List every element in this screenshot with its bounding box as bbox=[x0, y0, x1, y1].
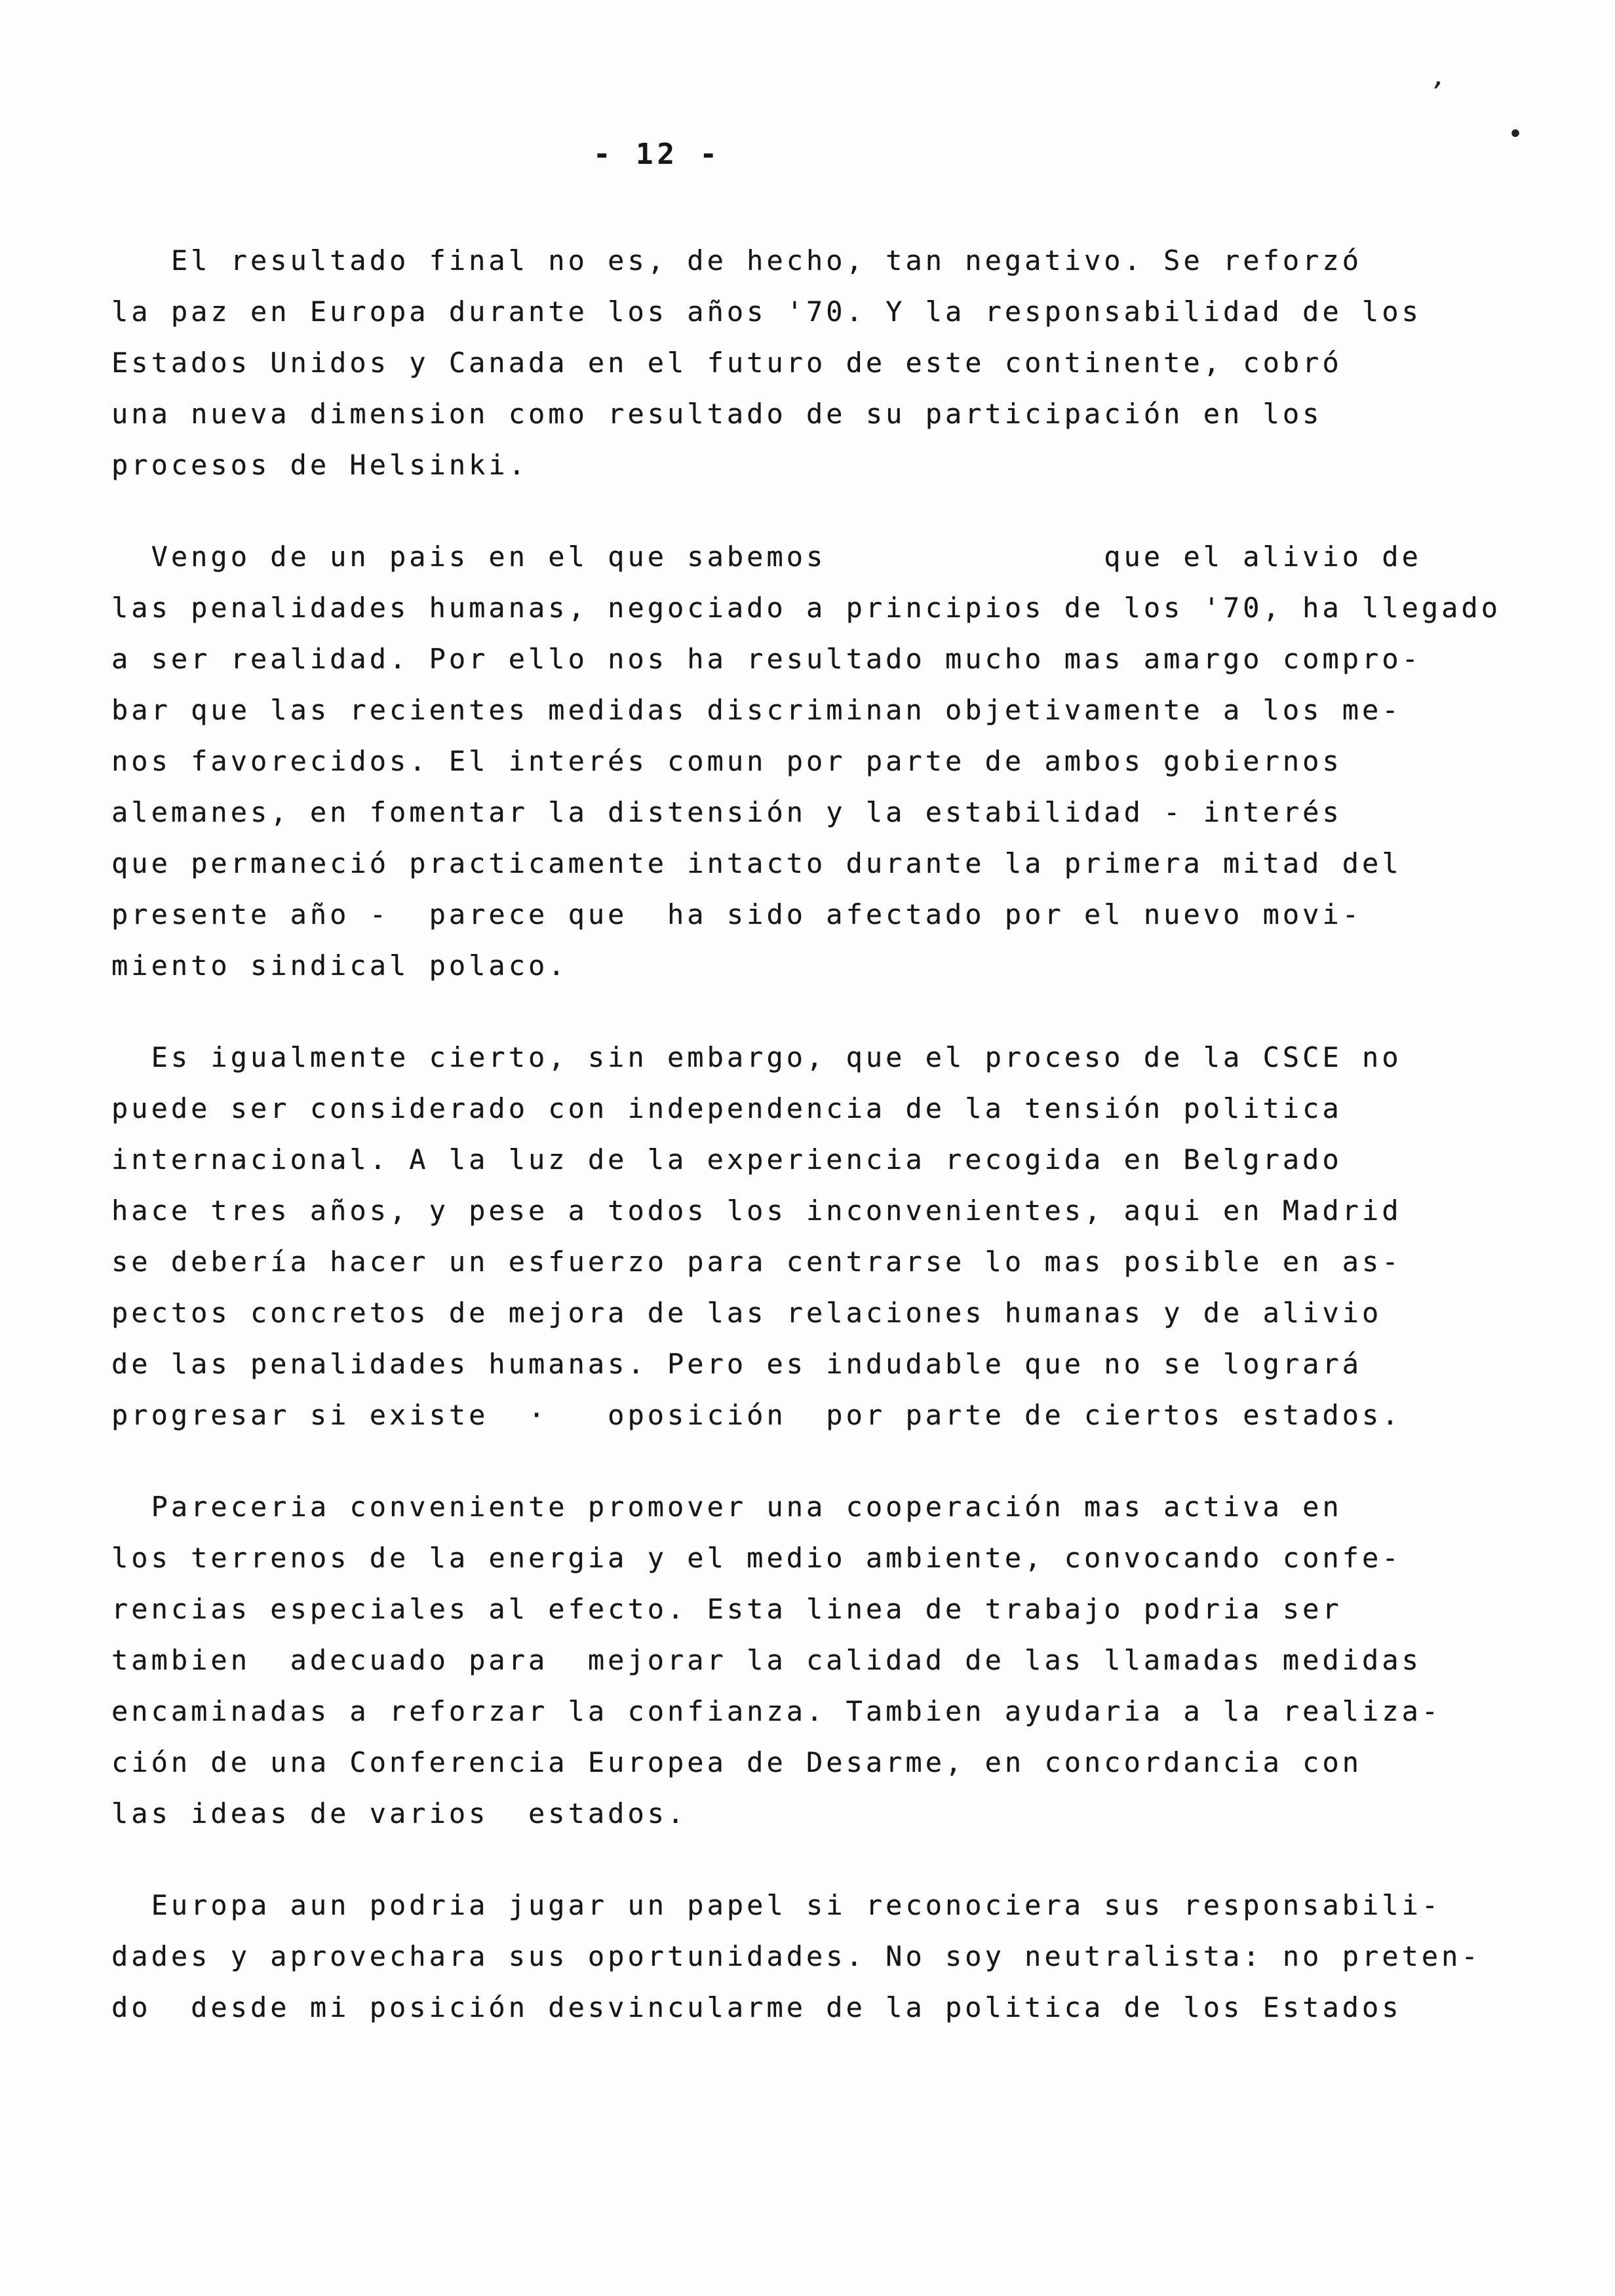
text-line: Vengo de un pais en el que sabemos que el alivio de bbox=[111, 541, 1422, 573]
page-number: - 12 - bbox=[593, 138, 721, 171]
text-line: Europa aun podria jugar un papel si reconociera sus responsabili- bbox=[111, 1889, 1442, 1921]
text-line: dades y aprovechara sus oportunidades. No soy neutralista: no preten- bbox=[111, 1940, 1481, 1972]
text-line: procesos de Helsinki. bbox=[111, 449, 529, 481]
text-line: internacional. A la luz de la experiencia recogida en Belgrado bbox=[111, 1143, 1342, 1176]
text-line: la paz en Europa durante los años '70. Y la responsabilidad de los bbox=[111, 296, 1422, 328]
document-body bbox=[111, 235, 1517, 2033]
text-line: de las penalidades humanas. Pero es indudable que no se logrará bbox=[111, 1348, 1363, 1380]
paragraph bbox=[111, 1032, 1517, 1441]
text-line: Pareceria conveniente promover una cooperación mas activa en bbox=[111, 1491, 1342, 1523]
text-line: encaminadas a reforzar la confianza. Tambien ayudaria a la realiza- bbox=[111, 1695, 1442, 1727]
paragraph bbox=[111, 531, 1517, 991]
text-line: tambien adecuado para mejorar la calidad de las llamadas medidas bbox=[111, 1644, 1422, 1676]
text-line: las ideas de varios estados. bbox=[111, 1797, 688, 1829]
text-line: una nueva dimension como resultado de su participación en los bbox=[111, 398, 1323, 430]
text-line: presente año - parece que ha sido afectado por el nuevo movi- bbox=[111, 898, 1363, 930]
paragraph bbox=[111, 1880, 1517, 2033]
paragraph bbox=[111, 1482, 1517, 1839]
text-line: las penalidades humanas, negociado a principios de los '70, ha llegado bbox=[111, 592, 1502, 624]
text-line: puede ser considerado con independencia de la tensión politica bbox=[111, 1092, 1342, 1124]
text-line: alemanes, en fomentar la distensión y la estabilidad - interés bbox=[111, 796, 1342, 828]
text-line: do desde mi posición desvincularme de la politica de los Estados bbox=[111, 1991, 1402, 2023]
text-line: miento sindical polaco. bbox=[111, 949, 568, 982]
text-line: se debería hacer un esfuerzo para centrarse lo mas posible en as- bbox=[111, 1246, 1402, 1278]
scan-artifact: • bbox=[1508, 119, 1524, 149]
text-line: bar que las recientes medidas discriminan objetivamente a los me- bbox=[111, 694, 1402, 726]
text-line: hace tres años, y pese a todos los inconvenientes, aqui en Madrid bbox=[111, 1195, 1402, 1227]
text-line: que permaneció practicamente intacto durante la primera mitad del bbox=[111, 847, 1402, 879]
text-line: Es igualmente cierto, sin embargo, que el proceso de la CSCE no bbox=[111, 1041, 1402, 1073]
text-line: nos favorecidos. El interés comun por parte de ambos gobiernos bbox=[111, 745, 1342, 777]
scan-artifact: ’ bbox=[1424, 75, 1447, 109]
text-line: rencias especiales al efecto. Esta linea de trabajo podria ser bbox=[111, 1593, 1342, 1625]
text-line: pectos concretos de mejora de las relaciones humanas y de alivio bbox=[111, 1297, 1382, 1329]
text-line: a ser realidad. Por ello nos ha resultado mucho mas amargo compro- bbox=[111, 643, 1422, 675]
text-line: progresar si existe · oposición por parte de ciertos estados. bbox=[111, 1399, 1402, 1431]
paragraph bbox=[111, 235, 1517, 491]
text-line: El resultado final no es, de hecho, tan negativo. Se reforzó bbox=[111, 244, 1363, 277]
text-line: Estados Unidos y Canada en el futuro de este continente, cobró bbox=[111, 347, 1342, 379]
text-line: ción de una Conferencia Europea de Desarme, en concordancia con bbox=[111, 1746, 1363, 1778]
text-line: los terrenos de la energia y el medio ambiente, convocando confe- bbox=[111, 1542, 1402, 1574]
